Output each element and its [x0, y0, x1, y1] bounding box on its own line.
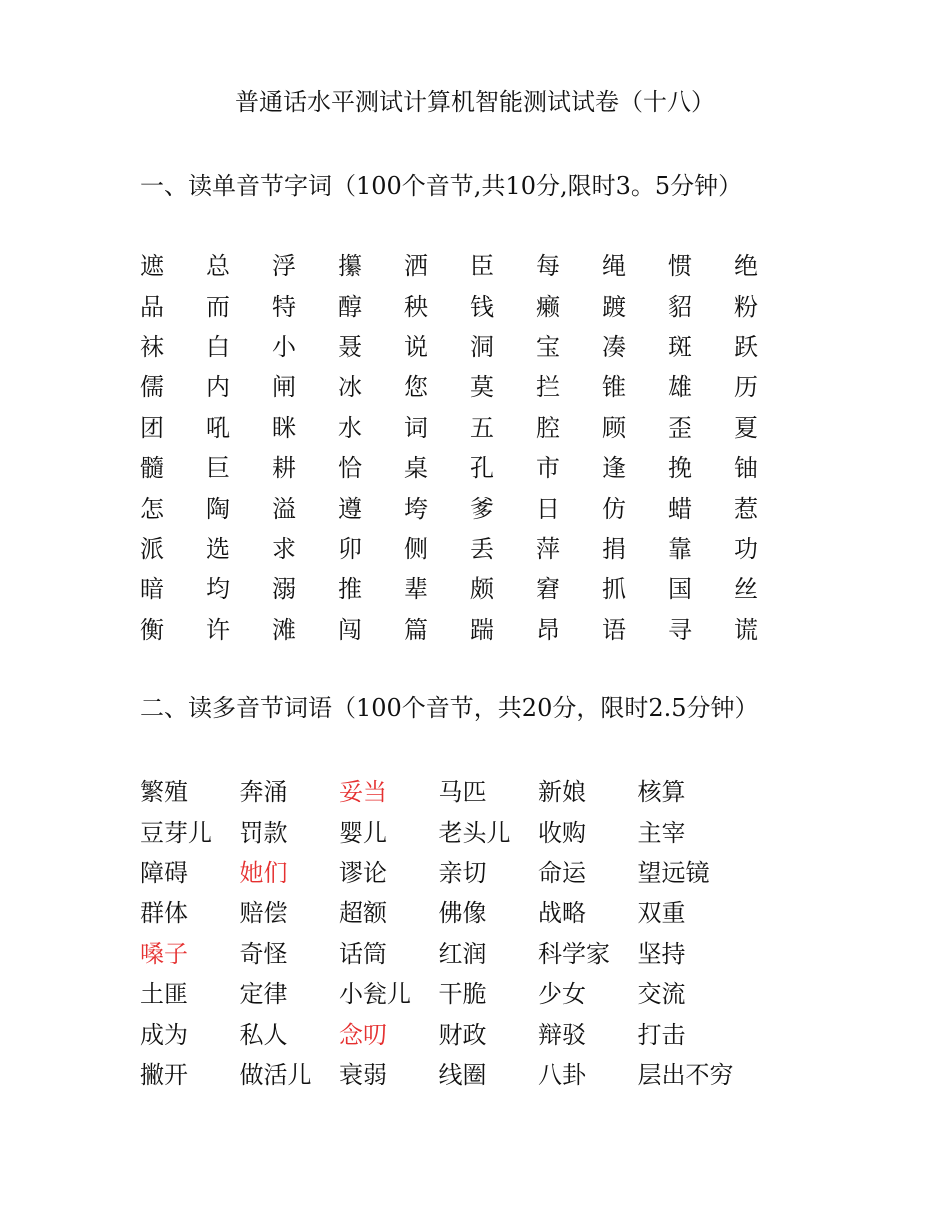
- char-item: 歪: [668, 413, 692, 442]
- char-item: 夏: [734, 413, 758, 442]
- char-row: [140, 569, 800, 609]
- char-item: 绳: [602, 252, 626, 281]
- char-item: 功: [734, 534, 758, 563]
- char-item: 遵: [338, 494, 362, 523]
- word-item: 马匹: [438, 778, 487, 807]
- char-item: 萍: [536, 534, 560, 563]
- word-item: 佛像: [438, 899, 487, 928]
- single-syllable-grid: [140, 246, 800, 650]
- char-item: 顾: [602, 413, 626, 442]
- char-item: 丝: [734, 575, 758, 604]
- char-item: 秧: [404, 292, 428, 321]
- section-2-heading: 二、读多音节词语（100个音节，共20分，限时2.5分钟）: [140, 694, 759, 722]
- word-item: 障碍: [140, 858, 188, 887]
- char-item: 孔: [470, 454, 494, 483]
- char-item: 遮: [140, 252, 164, 281]
- word-item: 辩驳: [538, 1020, 586, 1049]
- char-item: 桌: [404, 454, 428, 483]
- char-item: 莫: [470, 373, 494, 402]
- char-row: [140, 327, 800, 367]
- char-row: [140, 408, 800, 448]
- word-item: 超额: [339, 899, 387, 928]
- word-item: 成为: [140, 1020, 188, 1049]
- char-item: 特: [272, 292, 296, 321]
- char-item: 跃: [734, 332, 758, 361]
- page-title: 普通话水平测试计算机智能测试试卷（十八）: [235, 88, 715, 116]
- char-item: 闯: [338, 615, 362, 644]
- char-item: 内: [206, 373, 230, 402]
- char-item: 洒: [404, 252, 428, 281]
- char-item: 小: [272, 332, 296, 361]
- char-item: 冰: [338, 373, 362, 402]
- char-item: 卯: [338, 534, 362, 563]
- char-item: 眯: [272, 413, 296, 442]
- word-item: 新娘: [538, 778, 586, 807]
- char-item: 辈: [404, 575, 428, 604]
- word-item-highlighted: 妥当: [339, 778, 387, 807]
- char-item: 窘: [536, 575, 560, 604]
- char-item: 语: [602, 615, 626, 644]
- char-row: [140, 610, 800, 650]
- char-item: 五: [470, 413, 494, 442]
- char-item: 昂: [536, 615, 560, 644]
- word-item: 繁殖: [140, 778, 188, 807]
- char-item: 白: [206, 332, 230, 361]
- word-item: 撇开: [140, 1060, 188, 1089]
- char-item: 丢: [470, 534, 494, 563]
- word-item: 奇怪: [239, 939, 288, 968]
- char-item: 挽: [668, 454, 692, 483]
- word-row: [140, 853, 737, 893]
- word-item: 定律: [239, 980, 288, 1009]
- char-item: 靠: [668, 534, 692, 563]
- char-item: 臣: [470, 252, 494, 281]
- char-item: 拦: [536, 373, 560, 402]
- char-item: 斑: [668, 332, 692, 361]
- word-item: 群体: [140, 899, 188, 928]
- char-item: 宝: [536, 332, 560, 361]
- word-item: 豆芽儿: [140, 818, 212, 847]
- char-item: 许: [206, 615, 230, 644]
- char-item: 寻: [668, 615, 692, 644]
- char-item: 醇: [338, 292, 362, 321]
- word-item: 谬论: [339, 858, 387, 887]
- char-item: 推: [338, 575, 362, 604]
- word-item: 少女: [538, 980, 586, 1009]
- word-item: 八卦: [538, 1060, 586, 1089]
- word-item: 干脆: [438, 980, 487, 1009]
- char-item: 锥: [602, 373, 626, 402]
- word-item: 核算: [637, 778, 686, 807]
- word-item: 老头儿: [438, 818, 511, 847]
- char-item: 词: [404, 413, 428, 442]
- char-item: 巨: [206, 454, 230, 483]
- multi-syllable-grid: [140, 772, 737, 1095]
- char-item: 捐: [602, 534, 626, 563]
- word-item: 交流: [637, 980, 686, 1009]
- char-item: 总: [206, 252, 230, 281]
- word-row: [140, 812, 737, 852]
- char-item: 耕: [272, 454, 296, 483]
- char-item: 选: [206, 534, 230, 563]
- char-item: 求: [272, 534, 296, 563]
- word-item-highlighted: 念叨: [339, 1020, 387, 1049]
- word-item: 赔偿: [239, 899, 288, 928]
- char-item: 踹: [470, 615, 494, 644]
- word-item: 打击: [637, 1020, 686, 1049]
- char-item: 洞: [470, 332, 494, 361]
- char-item: 浮: [272, 252, 296, 281]
- char-item: 惯: [668, 252, 692, 281]
- char-item: 吼: [206, 413, 230, 442]
- char-item: 品: [140, 292, 164, 321]
- word-item: 奔涌: [239, 778, 288, 807]
- char-row: [140, 488, 800, 528]
- char-item: 绝: [734, 252, 758, 281]
- char-row: [140, 529, 800, 569]
- char-item: 袜: [140, 332, 164, 361]
- char-item: 说: [404, 332, 428, 361]
- word-item-highlighted: 嗓子: [140, 939, 188, 968]
- word-item: 双重: [637, 899, 686, 928]
- char-row: [140, 448, 800, 488]
- char-item: 溢: [272, 494, 296, 523]
- word-item: 土匪: [140, 980, 188, 1009]
- char-item: 市: [536, 454, 560, 483]
- char-item: 侧: [404, 534, 428, 563]
- char-item: 派: [140, 534, 164, 563]
- word-row: [140, 974, 737, 1014]
- char-item: 陶: [206, 494, 230, 523]
- word-item: 做活儿: [239, 1060, 312, 1089]
- word-item: 亲切: [438, 858, 487, 887]
- char-item: 谎: [734, 615, 758, 644]
- char-row: [140, 367, 800, 407]
- char-item: 爹: [470, 494, 494, 523]
- word-item: 线圈: [438, 1060, 487, 1089]
- char-item: 衡: [140, 615, 164, 644]
- char-item: 髓: [140, 454, 164, 483]
- word-row: [140, 1014, 737, 1054]
- char-item: 均: [206, 575, 230, 604]
- char-item: 雄: [668, 373, 692, 402]
- word-item: 坚持: [637, 939, 686, 968]
- word-item: 命运: [538, 858, 586, 887]
- char-item: 滩: [272, 615, 296, 644]
- char-item: 水: [338, 413, 362, 442]
- char-item: 逢: [602, 454, 626, 483]
- word-item: 主宰: [637, 818, 686, 847]
- word-item: 红润: [438, 939, 487, 968]
- char-item: 儒: [140, 373, 164, 402]
- char-row: [140, 286, 800, 326]
- char-item: 聂: [338, 332, 362, 361]
- char-item: 钱: [470, 292, 494, 321]
- char-item: 攥: [338, 252, 362, 281]
- char-row: [140, 246, 800, 286]
- char-item: 颇: [470, 575, 494, 604]
- word-row: [140, 1055, 737, 1095]
- char-item: 篇: [404, 615, 428, 644]
- word-item: 战略: [538, 899, 586, 928]
- char-item: 溺: [272, 575, 296, 604]
- char-item: 仿: [602, 494, 626, 523]
- char-item: 恰: [338, 454, 362, 483]
- char-item: 日: [536, 494, 560, 523]
- char-item: 抓: [602, 575, 626, 604]
- word-item: 科学家: [538, 939, 610, 968]
- char-item: 每: [536, 252, 560, 281]
- char-item: 怎: [140, 494, 164, 523]
- char-item: 铀: [734, 454, 758, 483]
- char-item: 而: [206, 292, 230, 321]
- char-item: 惹: [734, 494, 758, 523]
- char-item: 垮: [404, 494, 428, 523]
- word-item: 衰弱: [339, 1060, 387, 1089]
- word-item: 层出不穷: [637, 1060, 734, 1089]
- word-item: 私人: [239, 1020, 288, 1049]
- word-item: 收购: [538, 818, 586, 847]
- char-item: 蜡: [668, 494, 692, 523]
- word-item: 婴儿: [339, 818, 387, 847]
- word-row: [140, 772, 737, 812]
- char-item: 凑: [602, 332, 626, 361]
- char-item: 暗: [140, 575, 164, 604]
- char-item: 历: [734, 373, 758, 402]
- char-item: 貂: [668, 292, 692, 321]
- word-item-highlighted: 她们: [239, 858, 288, 887]
- word-row: [140, 934, 737, 974]
- section-1-heading: 一、读单音节字词（100个音节,共10分,限时3。5分钟）: [140, 172, 743, 200]
- char-item: 踱: [602, 292, 626, 321]
- char-item: 粉: [734, 292, 758, 321]
- char-item: 腔: [536, 413, 560, 442]
- char-item: 闸: [272, 373, 296, 402]
- char-item: 团: [140, 413, 164, 442]
- word-item: 罚款: [239, 818, 288, 847]
- char-item: 癞: [536, 292, 560, 321]
- word-item: 话筒: [339, 939, 387, 968]
- word-item: 财政: [438, 1020, 487, 1049]
- word-item: 望远镜: [637, 858, 710, 887]
- char-item: 国: [668, 575, 692, 604]
- char-item: 您: [404, 373, 428, 402]
- word-item: 小瓮儿: [339, 980, 411, 1009]
- word-row: [140, 893, 737, 933]
